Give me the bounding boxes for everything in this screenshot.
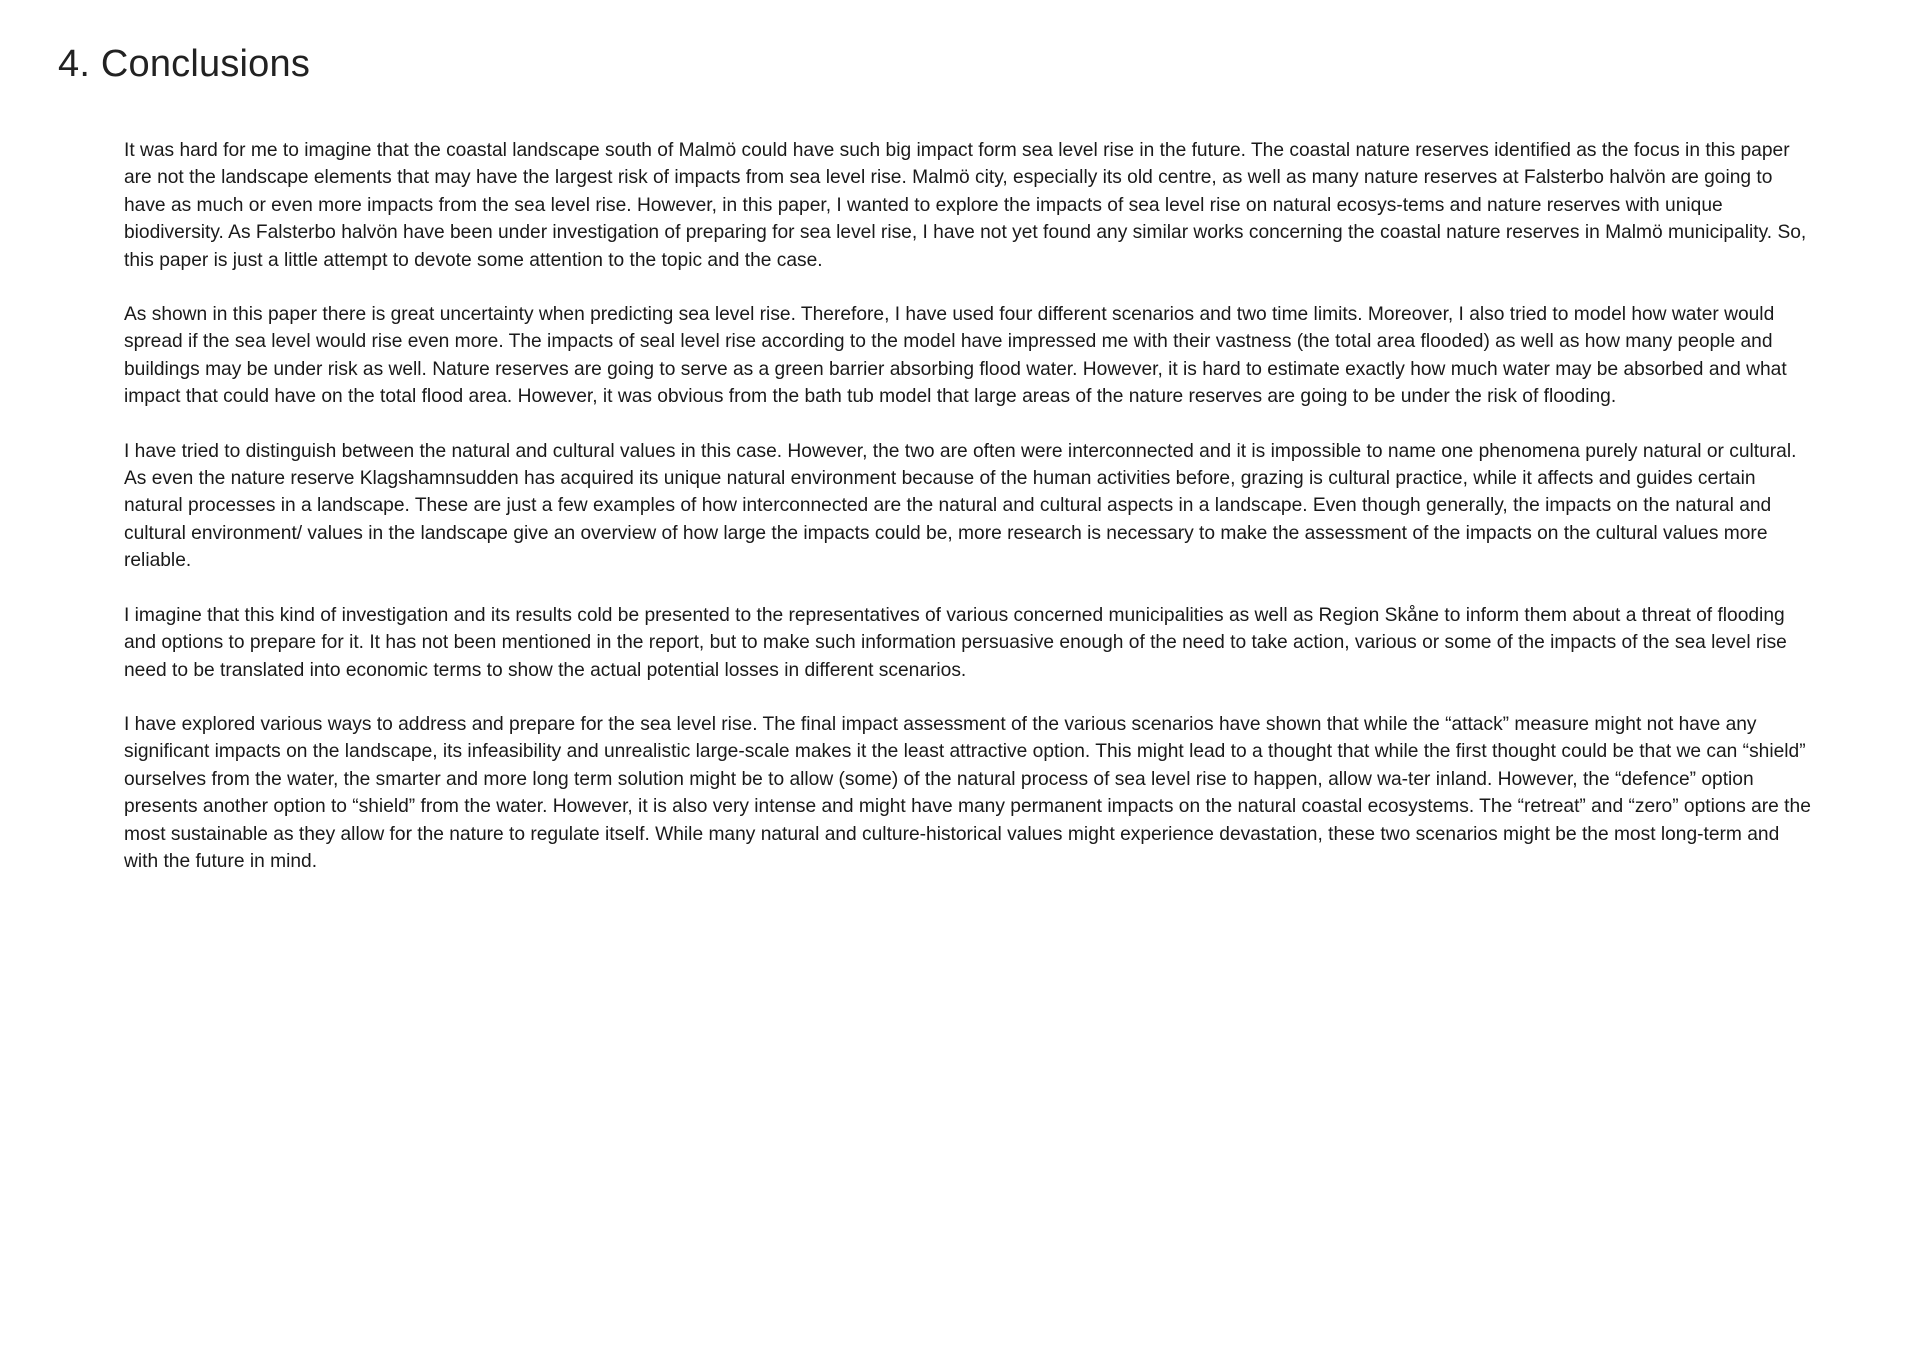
paragraph-5: I have explored various ways to address and prepare for the sea level rise. The final impact assessment of the various scenarios have shown that while the “attack” measure might not have any significant impacts on the landscape, its infeasibility and unrealistic large-scale makes it the least attractive option. This might lead to a thought that while the first thought could be that we can “shield” ourselves from the water, the smarter and more long term solution might be to allow (some) of the natural process of sea level rise to happen, allow wa-ter inland. However, the “defence” option presents another option to “shield” from the water. However, it is also very intense and might have many permanent impacts on the natural coastal ecosystems. The “retreat” and “zero” options are the most sustainable as they allow for the nature to regulate itself. While many natural and culture-historical values might experience devastation, these two scenarios might be the most long-term and with the future in mind.	[124, 713, 1811, 872]
body-text	[124, 137, 1814, 902]
paragraph-4: I imagine that this kind of investigation and its results cold be presented to the representatives of various concerned municipalities as well as Region Skåne to inform them about a threat of flooding and options to prepare for it. It has not been mentioned in the report, but to make such information persuasive enough of the need to take action, various or some of the impacts of the sea level rise need to be translated into economic terms to show the actual potential losses in different scenarios.	[124, 604, 1787, 681]
page-title: 4. Conclusions	[58, 43, 311, 85]
paragraph-2: As shown in this paper there is great uncertainty when predicting sea level rise. Therefore, I have used four different scenarios and two time limits. Moreover, I also tried to model how water would spread if the sea level would rise even more. The impacts of seal level rise according to the model have impressed me with their vastness (the total area flooded) as well as how many people and buildings may be under risk as well. Nature reserves are going to serve as a green barrier absorbing flood water. However, it is hard to estimate exactly how much water may be absorbed and what impact that could have on the total flood area. However, it was obvious from the bath tub model that large areas of the nature reserves are going to be under the risk of flooding.	[124, 304, 1787, 408]
paragraph-1: It was hard for me to imagine that the coastal landscape south of Malmö could have such big impact form sea level rise in the future. The coastal nature reserves identified as the focus in this paper are not the landscape elements that may have the largest risk of impacts from sea level rise. Malmö city, especially its old centre, as well as many nature reserves at Falsterbo halvön are going to have as much or even more impacts from the sea level rise. However, in this paper, I wanted to explore the impacts of sea level rise on natural ecosys-tems and nature reserves with unique biodiversity. As Falsterbo halvön have been under investigation of preparing for sea level rise, I have not yet found any similar works concerning the coastal nature reserves in Malmö municipality. So, this paper is just a little attempt to devote some attention to the topic and the case.	[124, 140, 1807, 271]
paragraph-3: I have tried to distinguish between the natural and cultural values in this case. However, the two are often were interconnected and it is impossible to name one phenomena purely natural or cultural. As even the nature reserve Klagshamnsudden has acquired its unique natural environment because of the human activities before, grazing is cultural practice, while it affects and guides certain natural processes in a landscape. These are just a few examples of how interconnected are the natural and cultural aspects in a landscape. Even though generally, the impacts on the natural and cultural environment/ values in the landscape give an overview of how large the impacts could be, more research is necessary to make the assessment of the impacts on the cultural values more reliable.	[124, 440, 1797, 572]
